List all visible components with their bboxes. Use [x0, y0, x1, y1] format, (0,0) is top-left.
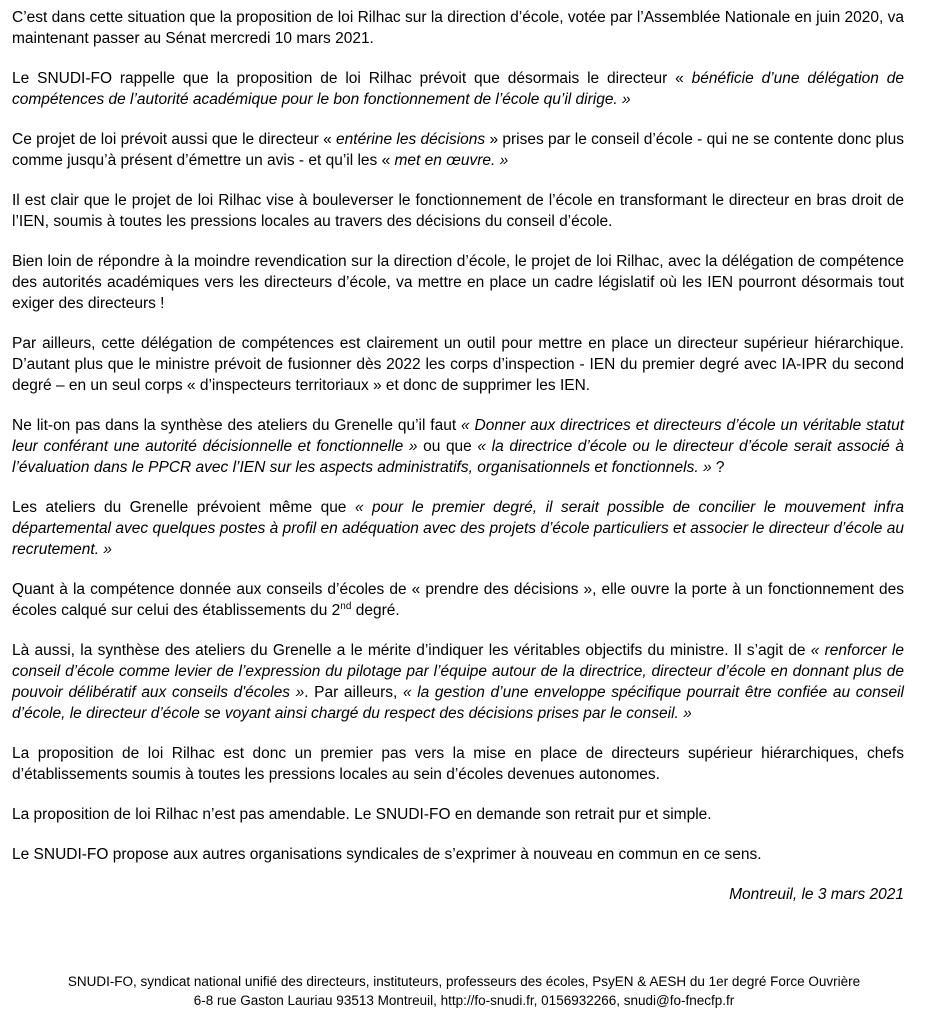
quote-segment: « Donner aux directrices et directeurs d’école un véritable statut leur conférant une autorité décisionnelle et fonctionnelle »	[12, 417, 905, 455]
text-segment: nd	[340, 600, 352, 612]
paragraph	[12, 579, 904, 621]
paragraph	[12, 7, 904, 49]
text-segment: degré.	[351, 602, 400, 619]
paragraph	[12, 333, 904, 396]
quote-segment: « renforcer le conseil d’école comme levier de l’expression du pilotage par l’équipe autour de la directrice, directeur d’école en donnant plus de pouvoir délibératif aux conseils d'écoles »	[12, 642, 904, 701]
footer-line-2: 6-8 rue Gaston Lauriau 93513 Montreuil, http://fo-snudi.fr, 0156932266, snudi@fo-fnecfp.fr	[193, 993, 735, 1008]
place-date: Montreuil, le 3 mars 2021	[729, 886, 904, 903]
footer	[0, 972, 928, 1010]
text-segment: Le SNUDI-FO rappelle que la proposition de loi Rilhac prévoit que désormais le directeur «	[12, 70, 692, 87]
quote-segment: « la gestion d’une enveloppe spécifique pourrait être confiée au conseil d’école, le directeur d’école se voyant ainsi chargé du respect des décisions prises par le conseil. »	[12, 684, 904, 722]
paragraph	[12, 640, 904, 724]
paragraph	[12, 804, 904, 825]
text-segment: » prises par le conseil d’école - qui ne se contente donc plus comme jusqu’à présent d’émettre un avis - et qu’il les «	[12, 131, 904, 169]
document-body	[12, 7, 904, 905]
paragraph	[12, 415, 904, 478]
text-segment: Il est clair que le projet de loi Rilhac vise à bouleverser le fonctionnement de l’école en transformant le directeur en bras droit de l’IEN, soumis à toutes les pressions locales au travers des décisions du conseil d’école.	[12, 192, 904, 230]
text-segment: La proposition de loi Rilhac est donc un premier pas vers la mise en place de directeurs supérieur hiérarchiques, chefs d’établissements soumis à toutes les pressions locales au sein d’écoles devenues autonomes.	[12, 745, 904, 783]
paragraph	[12, 743, 904, 785]
quote-segment: « pour le premier degré, il serait possible de concilier le mouvement infra départemental avec quelques postes à profil en adéquation avec des projets d’école particuliers et associer le directeur d’école au recrutement. »	[12, 499, 905, 558]
quote-segment: met en œuvre. »	[394, 152, 509, 169]
text-segment: Le SNUDI-FO propose aux autres organisations syndicales de s’exprimer à nouveau en commun en ce sens.	[12, 846, 762, 863]
text-segment: Ce projet de loi prévoit aussi que le directeur «	[12, 131, 337, 148]
text-segment: . Par ailleurs,	[304, 684, 403, 701]
text-segment: Quant à la compétence donnée aux conseils d’écoles de « prendre des décisions », elle ouvre la porte à un fonctionnement des écoles calqué sur celui des établissements du 2	[12, 581, 904, 619]
text-segment: ou que	[417, 438, 478, 455]
paragraph	[12, 497, 904, 560]
quote-segment: bénéficie d’une délégation de compétences de l’autorité académique pour le bon fonctionnement de l’école qu’il dirige. »	[12, 70, 905, 108]
paragraph	[12, 68, 904, 110]
text-segment: Par ailleurs, cette délégation de compétences est clairement un outil pour mettre en place un directeur supérieur hiérarchique. D’autant plus que le ministre prévoit de fusionner dès 2022 les corps d’inspection - IEN du premier degré avec IA-IPR du second degré – en un seul corps « d’inspecteurs territoriaux » et donc de supprimer les IEN.	[12, 335, 904, 394]
footer-line-1: SNUDI-FO, syndicat national unifié des directeurs, instituteurs, professeurs des écoles, PsyEN & AESH du 1er degré Force Ouvrière	[67, 974, 861, 989]
quote-segment: entérine les décisions	[336, 131, 486, 148]
text-segment: ?	[711, 459, 725, 476]
text-segment: C’est dans cette situation que la proposition de loi Rilhac sur la direction d’école, votée par l’Assemblée Nationale en juin 2020, va maintenant passer au Sénat mercredi 10 mars 2021.	[12, 9, 904, 47]
text-segment: Les ateliers du Grenelle prévoient même que	[12, 499, 355, 516]
paragraph	[12, 129, 904, 171]
paragraph-list	[12, 7, 904, 865]
text-segment: Là aussi, la synthèse des ateliers du Grenelle a le mérite d’indiquer les véritables objectifs du ministre. Il s’agit de	[12, 642, 811, 659]
text-segment: Bien loin de répondre à la moindre revendication sur la direction d’école, le projet de loi Rilhac, avec la délégation de compétence des autorités académiques vers les directeurs d’école, va mettre en place un cadre législatif où les IEN pourront désormais tout exiger des directeurs !	[12, 253, 904, 312]
paragraph	[12, 190, 904, 232]
text-segment: Ne lit-on pas dans la synthèse des ateliers du Grenelle qu’il faut	[12, 417, 462, 434]
quote-segment: « la directrice d’école ou le directeur d’école serait associé à l’évaluation dans le PPCR avec l’IEN sur les aspects administratifs, organisationnels et fonctionnels. »	[12, 438, 904, 476]
text-segment: La proposition de loi Rilhac n’est pas amendable. Le SNUDI-FO en demande son retrait pur et simple.	[12, 806, 712, 823]
paragraph	[12, 844, 904, 865]
paragraph	[12, 251, 904, 314]
